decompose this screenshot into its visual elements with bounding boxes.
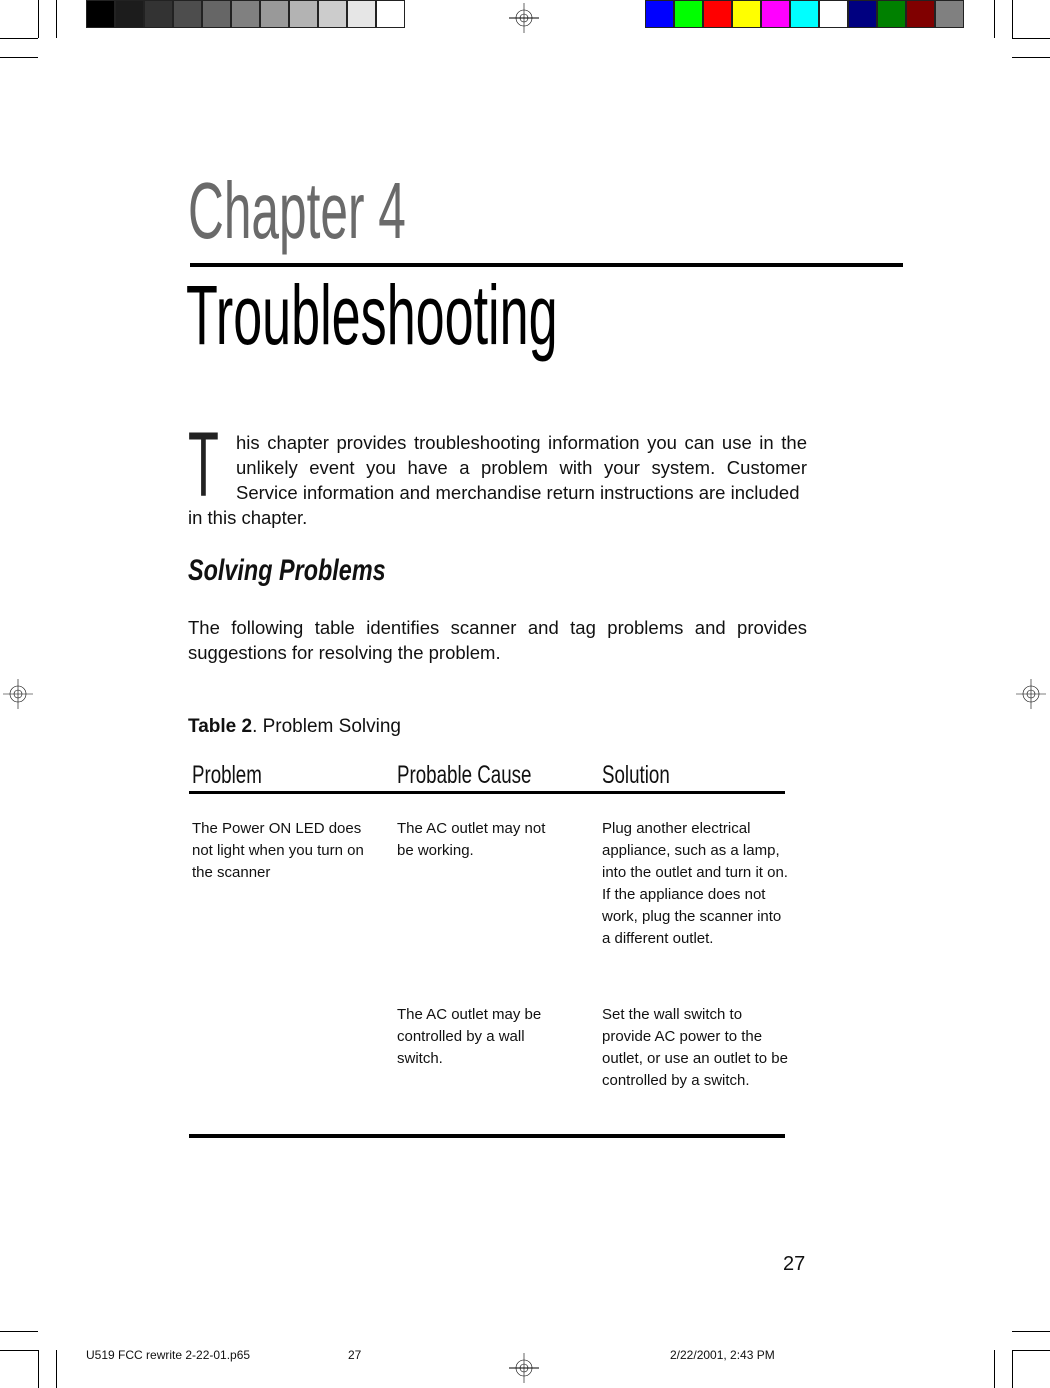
color-swatch [289,0,318,28]
column-header-solution: Solution [602,761,670,789]
crop-mark [0,38,38,39]
crop-mark [56,1350,57,1388]
crop-mark [0,57,38,58]
crop-mark [994,0,995,38]
section-heading: Solving Problems [188,554,386,587]
chapter-rule [190,263,903,267]
color-swatch [848,0,877,28]
page-number: 27 [783,1253,806,1275]
crop-mark [1012,57,1050,58]
table-cell-solution: Set the wall switch to provide AC power to the outlet, or use an outlet to be controlled by a switch. [602,1006,788,1089]
color-swatch [173,0,202,28]
crop-mark [1012,0,1013,38]
table-cell-problem: The Power ON LED does not light when you turn on the scanner [192,820,364,881]
color-swatch [115,0,144,28]
color-swatch [674,0,703,28]
color-swatch [819,0,848,28]
registration-mark-icon [509,1353,539,1383]
registration-mark-icon [509,3,539,33]
color-swatch [645,0,674,28]
color-swatch [761,0,790,28]
crop-mark [0,1331,38,1332]
table-caption-text: . Problem Solving [252,716,401,737]
color-swatch [260,0,289,28]
color-swatch [732,0,761,28]
chapter-title: Troubleshooting [186,268,558,362]
color-swatch [347,0,376,28]
color-swatch [202,0,231,28]
crop-mark [38,0,39,38]
footer-filename: U519 FCC rewrite 2-22-01.p65 [86,1348,251,1362]
crop-mark [1012,38,1050,39]
color-swatch [231,0,260,28]
color-swatch [935,0,964,28]
table-caption-number: Table 2 [188,716,253,737]
intro-paragraph-tail: in this chapter. [188,507,308,528]
chapter-label: Chapter 4 [188,166,406,255]
table-header-rule [189,791,785,794]
table-cell-cause: The AC outlet may be controlled by a wall switch. [397,1006,542,1067]
registration-mark-icon [1016,679,1046,709]
table-caption [188,716,401,738]
crop-mark [1012,1350,1050,1351]
crop-mark [56,0,57,38]
table-bottom-rule [189,1134,785,1138]
crop-mark [38,1350,39,1388]
column-header-cause: Probable Cause [397,761,532,789]
crop-mark [1012,1350,1013,1388]
column-header-problem: Problem [192,761,262,789]
intro-paragraph: his chapter provides troubleshooting information you can use in the unlikely event you have a problem with your system. Customer Service information and merchandise return instructions are included [236,432,807,503]
color-swatch [877,0,906,28]
color-swatch [906,0,935,28]
footer-date: 2/22/2001, 2:43 PM [670,1348,775,1362]
color-swatch [376,0,405,28]
color-swatch [144,0,173,28]
color-swatch [703,0,732,28]
table-cell-solution: Plug another electrical appliance, such as a lamp, into the outlet and turn it on. If the appliance does not work, plug the scanner into a different outlet. [602,820,788,947]
registration-mark-icon [3,679,33,709]
color-swatch [86,0,115,28]
section-paragraph: The following table identifies scanner and tag problems and provides suggestions for resolving the problem. [188,617,807,663]
drop-cap: T [188,414,219,516]
table-cell-cause: The AC outlet may not be working. [397,820,546,859]
crop-mark [994,1350,995,1388]
footer-page: 27 [348,1348,362,1362]
crop-mark [0,1350,38,1351]
color-swatch [790,0,819,28]
crop-mark [1012,1331,1050,1332]
color-swatch [318,0,347,28]
